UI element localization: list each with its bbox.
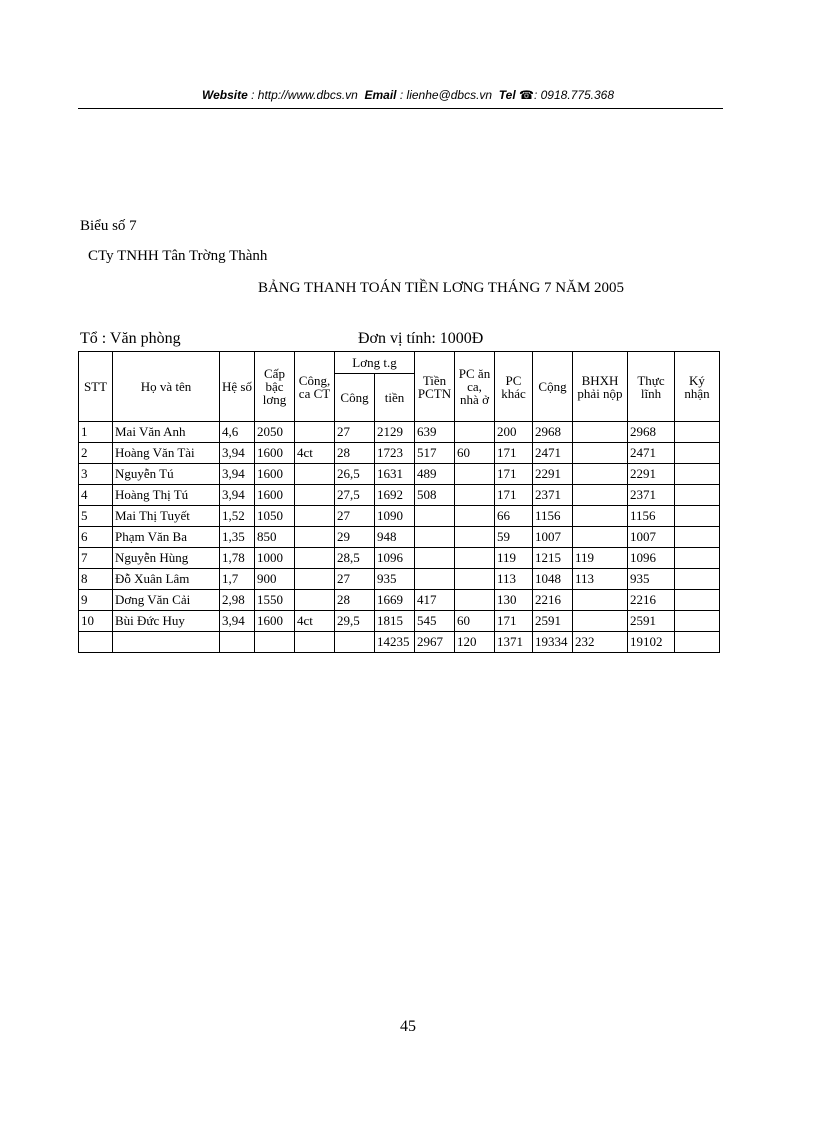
table-cell: 200 <box>495 422 533 443</box>
table-cell: 1692 <box>375 485 415 506</box>
table-cell <box>455 506 495 527</box>
table-cell: 5 <box>79 506 113 527</box>
table-cell: 1631 <box>375 464 415 485</box>
table-cell: 8 <box>79 569 113 590</box>
tel-label: Tel ☎ <box>498 88 534 102</box>
table-cell: 1,78 <box>220 548 255 569</box>
table-cell <box>675 464 720 485</box>
table-cell <box>573 611 628 632</box>
table-cell <box>573 443 628 464</box>
totals-cell <box>113 632 220 653</box>
table-cell: 639 <box>415 422 455 443</box>
table-cell: 113 <box>573 569 628 590</box>
table-cell: 1156 <box>628 506 675 527</box>
table-cell: 6 <box>79 527 113 548</box>
table-cell: Mai Văn Anh <box>113 422 220 443</box>
table-cell: Hoàng Thị Tú <box>113 485 220 506</box>
table-cell <box>675 590 720 611</box>
table-cell: 3,94 <box>220 443 255 464</box>
table-cell: 60 <box>455 611 495 632</box>
table-cell <box>675 506 720 527</box>
table-row <box>79 443 720 464</box>
header-net-l2: lĩnh <box>640 385 662 401</box>
tel-value: : 0918.775.368 <box>533 88 615 102</box>
table-cell <box>455 548 495 569</box>
table-cell: Phạm Văn Ba <box>113 527 220 548</box>
table-cell: 2291 <box>533 464 573 485</box>
table-cell: Hoàng Văn Tài <box>113 443 220 464</box>
header-net-l1: Thực <box>637 372 665 388</box>
header-meal-l1: PC ăn <box>458 366 491 381</box>
company-name: CTy TNHH Tân Trờng Thành <box>88 248 268 264</box>
totals-cell <box>79 632 113 653</box>
table-cell: 489 <box>415 464 455 485</box>
table-cell: 508 <box>415 485 455 506</box>
table-cell <box>675 527 720 548</box>
table-row <box>79 506 720 527</box>
table-cell: 1 <box>79 422 113 443</box>
totals-cell <box>335 632 375 653</box>
header-coef: Hệ số <box>220 352 255 422</box>
table-cell: Nguyễn Hùng <box>113 548 220 569</box>
header-grade-l2: bậc <box>265 379 284 394</box>
table-cell: 2216 <box>628 590 675 611</box>
table-cell: 545 <box>415 611 455 632</box>
table-cell: 10 <box>79 611 113 632</box>
table-cell <box>573 464 628 485</box>
table-row <box>79 485 720 506</box>
table-cell: 2591 <box>533 611 573 632</box>
table-cell <box>455 527 495 548</box>
table-cell: 28 <box>335 590 375 611</box>
table-cell: Nguyễn Tú <box>113 464 220 485</box>
table-cell: 3,94 <box>220 464 255 485</box>
table-cell: 171 <box>495 443 533 464</box>
table-row <box>79 464 720 485</box>
table-cell: 2216 <box>533 590 573 611</box>
header-shift <box>295 352 335 422</box>
totals-cell <box>220 632 255 653</box>
email-value[interactable]: : lienhe@dbcs.vn <box>399 88 493 102</box>
team-label: Tổ : Văn phòng <box>80 330 181 347</box>
table-cell: 4ct <box>295 443 335 464</box>
table-row <box>79 569 720 590</box>
table-cell: 2591 <box>628 611 675 632</box>
table-row <box>79 548 720 569</box>
table-cell: 2968 <box>628 422 675 443</box>
table-cell: 1050 <box>255 506 295 527</box>
table-cell <box>295 548 335 569</box>
table-cell <box>573 485 628 506</box>
header-grade-l1: Cấp <box>264 366 285 381</box>
table-cell: 1600 <box>255 611 295 632</box>
table-cell: 1815 <box>375 611 415 632</box>
totals-cell: 19102 <box>628 632 675 653</box>
table-cell: 28,5 <box>335 548 375 569</box>
header-bhxh-l1: BHXH <box>581 372 619 388</box>
table-cell: 26,5 <box>335 464 375 485</box>
table-cell <box>295 485 335 506</box>
totals-cell: 1371 <box>495 632 533 653</box>
header-grade-l3: lơng <box>262 392 287 407</box>
header-meal <box>455 352 495 422</box>
table-cell: 935 <box>628 569 675 590</box>
email-label: Email <box>364 88 397 102</box>
table-cell: 3,94 <box>220 611 255 632</box>
table-cell: 27 <box>335 569 375 590</box>
table-row <box>79 590 720 611</box>
document-title: BẢNG THANH TOÁN TIỀN LƠNG THÁNG 7 NĂM 2005 <box>257 280 625 296</box>
table-cell: 3,94 <box>220 485 255 506</box>
table-cell: 850 <box>255 527 295 548</box>
table-cell: 3 <box>79 464 113 485</box>
table-cell: 4 <box>79 485 113 506</box>
table-cell: 7 <box>79 548 113 569</box>
table-cell: 517 <box>415 443 455 464</box>
table-cell: 2050 <box>255 422 295 443</box>
table-cell <box>455 590 495 611</box>
header-pctn <box>415 352 455 422</box>
table-cell <box>675 422 720 443</box>
table-row <box>79 422 720 443</box>
table-cell <box>295 527 335 548</box>
table-cell: 59 <box>495 527 533 548</box>
table-cell: 60 <box>455 443 495 464</box>
header-other-l1: PC <box>505 372 522 388</box>
header-pctn-l1: Tiền <box>422 372 447 388</box>
table-cell: 2371 <box>533 485 573 506</box>
header-bhxh-l2: phải nộp <box>577 385 623 401</box>
table-cell: 2,98 <box>220 590 255 611</box>
totals-cell: 120 <box>455 632 495 653</box>
header-total: Cộng <box>533 352 573 422</box>
table-cell <box>295 590 335 611</box>
table-cell: 417 <box>415 590 455 611</box>
table-cell <box>455 464 495 485</box>
header-pctn-l2: PCTN <box>417 385 452 401</box>
table-cell: 66 <box>495 506 533 527</box>
header-stt: STT <box>79 352 113 422</box>
header-other-l2: khác <box>501 385 526 401</box>
table-cell <box>675 485 720 506</box>
payroll-table <box>78 351 720 653</box>
table-cell: 1550 <box>255 590 295 611</box>
table-cell: 2371 <box>628 485 675 506</box>
totals-cell <box>255 632 295 653</box>
table-cell: 2129 <box>375 422 415 443</box>
table-cell <box>455 485 495 506</box>
header-meal-l3: nhà ở <box>460 392 489 407</box>
table-cell: 29 <box>335 527 375 548</box>
table-cell: 27,5 <box>335 485 375 506</box>
totals-cell: 14235 <box>375 632 415 653</box>
table-cell: 2 <box>79 443 113 464</box>
table-cell: 4,6 <box>220 422 255 443</box>
table-cell: 2291 <box>628 464 675 485</box>
table-cell: 1723 <box>375 443 415 464</box>
table-cell: 2471 <box>628 443 675 464</box>
totals-cell: 2967 <box>415 632 455 653</box>
table-cell: 119 <box>573 548 628 569</box>
form-number: Biểu số 7 <box>80 218 137 234</box>
header-money: tiền <box>375 374 415 422</box>
table-cell <box>675 611 720 632</box>
table-cell <box>415 548 455 569</box>
table-cell: 130 <box>495 590 533 611</box>
table-cell: 1600 <box>255 443 295 464</box>
table-cell: 1600 <box>255 464 295 485</box>
table-cell: 113 <box>495 569 533 590</box>
header-bhxh <box>573 352 628 422</box>
table-cell: 935 <box>375 569 415 590</box>
table-cell: 28 <box>335 443 375 464</box>
table-cell <box>295 506 335 527</box>
table-cell: 1048 <box>533 569 573 590</box>
table-cell: 27 <box>335 506 375 527</box>
header-other <box>495 352 533 422</box>
totals-cell: 19334 <box>533 632 573 653</box>
table-cell: 9 <box>79 590 113 611</box>
table-cell: 27 <box>335 422 375 443</box>
table-cell: 29,5 <box>335 611 375 632</box>
header-shift-l1: Công, <box>298 372 331 388</box>
totals-cell <box>675 632 720 653</box>
website-value[interactable]: : http://www.dbcs.vn <box>251 88 358 102</box>
table-cell <box>455 422 495 443</box>
header-sign: Ký nhận <box>675 352 720 422</box>
table-cell <box>573 422 628 443</box>
table-cell: 948 <box>375 527 415 548</box>
table-row <box>79 611 720 632</box>
table-cell <box>295 569 335 590</box>
table-cell: 2968 <box>533 422 573 443</box>
table-cell: 171 <box>495 611 533 632</box>
header-grade <box>255 352 295 422</box>
table-cell: Dơng Văn Cải <box>113 590 220 611</box>
table-cell: 1600 <box>255 485 295 506</box>
totals-row <box>79 632 720 653</box>
table-cell: 1,52 <box>220 506 255 527</box>
page-number: 45 <box>400 1018 416 1035</box>
table-row <box>79 527 720 548</box>
table-cell <box>675 443 720 464</box>
table-cell <box>573 527 628 548</box>
header-name: Họ và tên <box>113 352 220 422</box>
table-cell: Bùi Đức Huy <box>113 611 220 632</box>
table-cell: 2471 <box>533 443 573 464</box>
table-cell: 1096 <box>375 548 415 569</box>
totals-cell <box>295 632 335 653</box>
table-cell <box>415 569 455 590</box>
table-cell <box>295 464 335 485</box>
table-cell: 900 <box>255 569 295 590</box>
table-cell: 1090 <box>375 506 415 527</box>
table-cell: 1,35 <box>220 527 255 548</box>
table-cell: 171 <box>495 485 533 506</box>
table-cell: 1007 <box>533 527 573 548</box>
unit-label: Đơn vị tính: 1000Đ <box>358 330 484 347</box>
table-cell <box>675 569 720 590</box>
totals-cell: 232 <box>573 632 628 653</box>
table-cell <box>455 569 495 590</box>
header-salary-group: Lơng t.g <box>335 352 415 374</box>
table-cell: 1156 <box>533 506 573 527</box>
header-net <box>628 352 675 422</box>
header-meal-l2: ca, <box>467 379 482 394</box>
website-label: Website <box>201 88 248 102</box>
header-divider <box>78 108 723 109</box>
table-cell: 1,7 <box>220 569 255 590</box>
table-cell: 1215 <box>533 548 573 569</box>
page-header <box>0 88 816 102</box>
table-cell: 1669 <box>375 590 415 611</box>
table-cell: Đỗ Xuân Lâm <box>113 569 220 590</box>
table-cell <box>415 506 455 527</box>
header-shift-l2: ca CT <box>298 385 331 401</box>
table-cell: 1000 <box>255 548 295 569</box>
table-cell: 1096 <box>628 548 675 569</box>
table-cell <box>415 527 455 548</box>
table-cell: 4ct <box>295 611 335 632</box>
table-cell <box>295 422 335 443</box>
header-work: Công <box>335 374 375 422</box>
table-cell: 1007 <box>628 527 675 548</box>
table-cell: 171 <box>495 464 533 485</box>
table-cell <box>573 590 628 611</box>
table-cell <box>675 548 720 569</box>
table-cell: Mai Thị Tuyết <box>113 506 220 527</box>
table-cell: 119 <box>495 548 533 569</box>
table-cell <box>573 506 628 527</box>
